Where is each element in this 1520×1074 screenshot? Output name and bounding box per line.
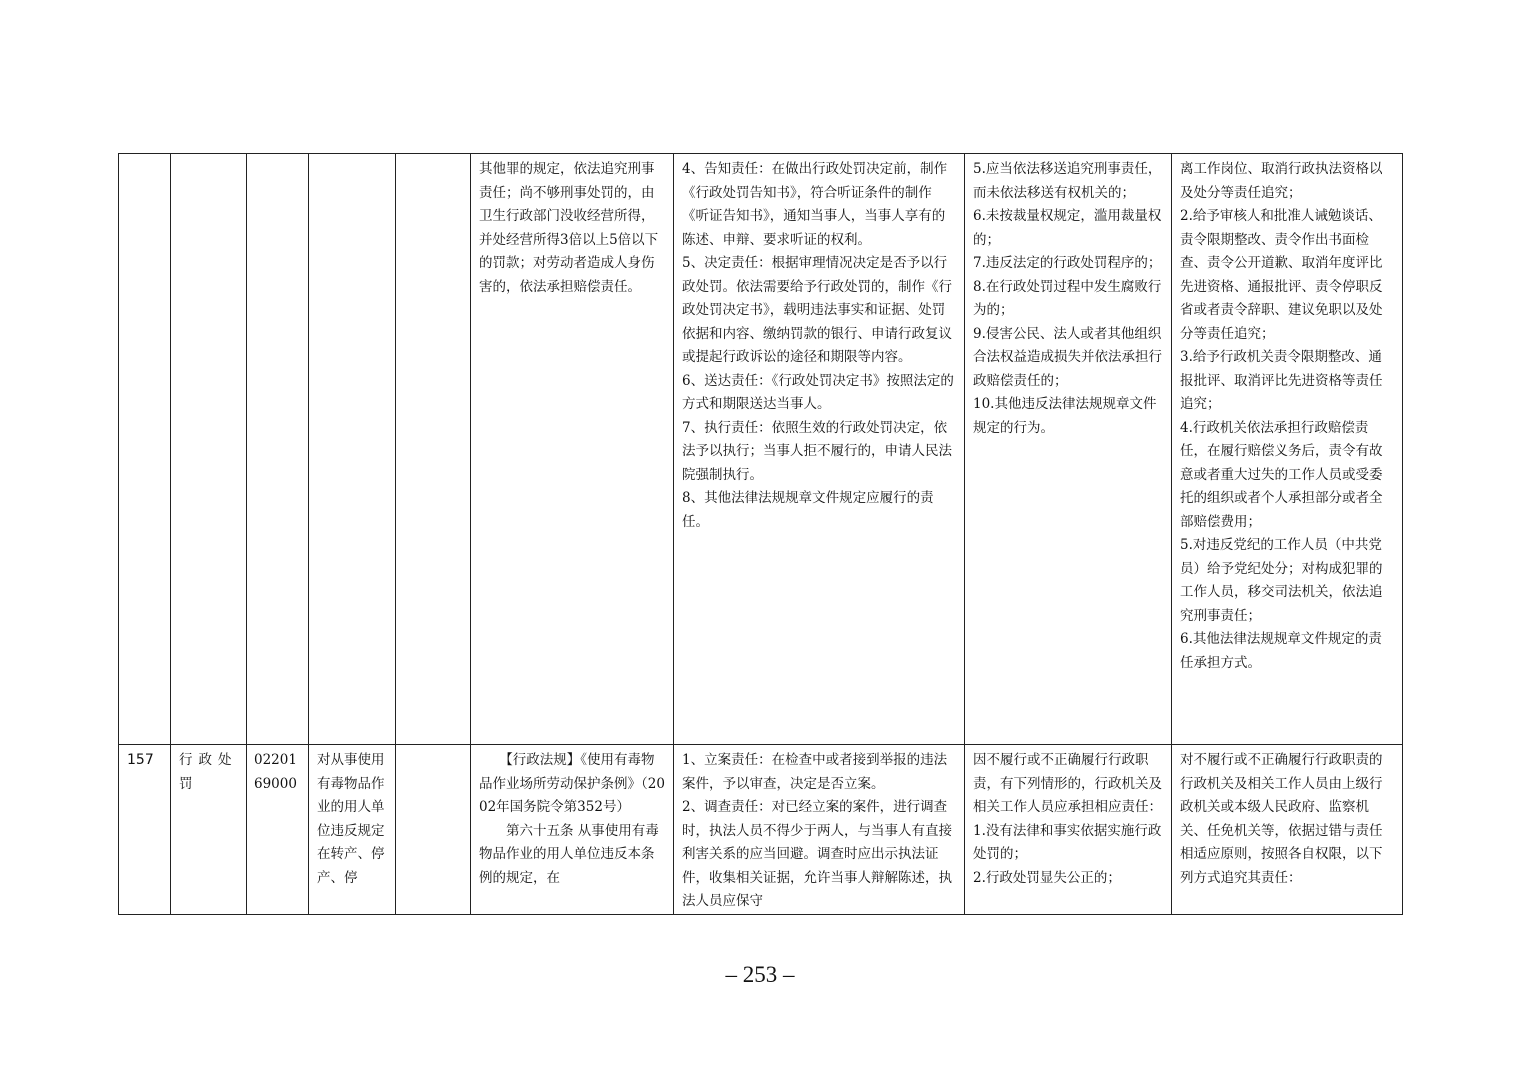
item-type-cell: 行政处罚: [171, 745, 247, 915]
accountability-method-cell: 离工作岗位、取消行政执法资格以及处分等责任追究； 2.给予审核人和批准人诫勉谈话、责令限期整改、责令作出书面检查、责令公开道歉、取消年度评比先进资格、通报批评、责令停职反省或者责令辞职、建议免职以及处分等责任追究； 3.给予行政机关责令限期整改、通报批评、取消评比先进资格等责任追究； 4.行政机关依法承担行政赔偿责任，在履行赔偿义务后，责令有故意或者重大过失的工作人员或受委托的组织或者个人承担部分或者全部赔偿费用； 5.对违反党纪的工作人员（中共党员）给予党纪处分；对构成犯罪的工作人员，移交司法机关，依法追究刑事责任； 6.其他法律法规规章文件规定的责任承担方式。: [1172, 154, 1403, 745]
item-name-cell: [309, 154, 396, 745]
item-code-cell: 0220169000: [247, 745, 309, 915]
accountability-cell: 5.应当依法移送追究刑事责任，而未依法移送有权机关的； 6.未按裁量权规定，滥用裁量权的； 7.违反法定的行政处罚程序的； 8.在行政处罚过程中发生腐败行为的； 9.侵害公民、法人或者其他组织合法权益造成损失并依法承担行政赔偿责任的； 10.其他违反法律法规规章文件规定的行为。: [965, 154, 1172, 745]
page-number: – 253 –: [725, 962, 795, 987]
item-code-cell: [247, 154, 309, 745]
row-number-cell: [119, 154, 171, 745]
sub-item-cell: [396, 745, 471, 915]
accountability-method-cell: 对不履行或不正确履行行政职责的行政机关及相关工作人员由上级行政机关或本级人民政府、监察机关、任免机关等，依据过错与责任相适应原则，按照各自权限，以下列方式追究其责任：: [1172, 745, 1403, 915]
sub-item-cell: [396, 154, 471, 745]
responsibility-cell: 1、立案责任：在检查中或者接到举报的违法案件，予以审查，决定是否立案。 2、调查责任：对已经立案的案件，进行调查时，执法人员不得少于两人，与当事人有直接利害关系的应当回避。调查时应出示执法证件，收集相关证据，允许当事人辩解陈述，执法人员应保守: [674, 745, 965, 915]
legal-basis-cell: 【行政法规】《使用有毒物品作业场所劳动保护条例》（2002年国务院令第352号） 第六十五条 从事使用有毒物品作业的用人单位违反本条例的规定，在: [471, 745, 674, 915]
legal-basis-cell: 其他罪的规定，依法追究刑事责任；尚不够刑事处罚的，由卫生行政部门没收经营所得，并处经营所得3倍以上5倍以下的罚款；对劳动者造成人身伤害的，依法承担赔偿责任。: [471, 154, 674, 745]
row-number-cell: 157: [119, 745, 171, 915]
responsibility-table: [118, 153, 1403, 915]
table-row: [119, 745, 1403, 915]
accountability-cell: 因不履行或不正确履行行政职责，有下列情形的，行政机关及相关工作人员应承担相应责任： 1.没有法律和事实依据实施行政处罚的； 2.行政处罚显失公正的；: [965, 745, 1172, 915]
table-row: [119, 154, 1403, 745]
responsibility-cell: 4、告知责任：在做出行政处罚决定前，制作《行政处罚告知书》，符合听证条件的制作《听证告知书》，通知当事人，当事人享有的陈述、申辩、要求听证的权利。 5、决定责任：根据审理情况决定是否予以行政处罚。依法需要给予行政处罚的，制作《行政处罚决定书》，载明违法事实和证据、处罚依据和内容、缴纳罚款的银行、申请行政复议或提起行政诉讼的途径和期限等内容。 6、送达责任：《行政处罚决定书》按照法定的方式和期限送达当事人。 7、执行责任：依照生效的行政处罚决定，依法予以执行；当事人拒不履行的，申请人民法院强制执行。 8、其他法律法规规章文件规定应履行的责任。: [674, 154, 965, 745]
item-type-cell: [171, 154, 247, 745]
item-name-cell: 对从事使用有毒物品作业的用人单位违反规定在转产、停产、停: [309, 745, 396, 915]
